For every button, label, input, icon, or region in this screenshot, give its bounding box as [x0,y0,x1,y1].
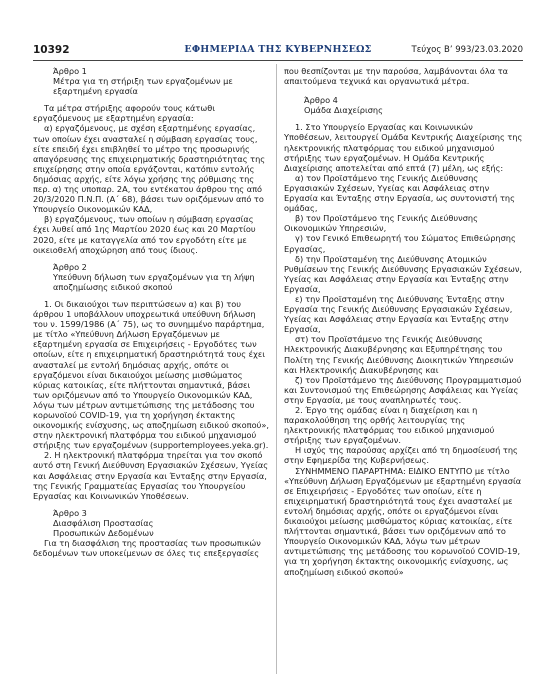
article-4-paragraph-2: 2. Έργο της ομάδας είναι η διαχείριση και η παρακολούθηση της ορθής λειτουργίας της ηλεκτρονικής πλατφόρμας του ειδικού μηχανισμού στήριξης των εργαζομένων. [284,405,495,446]
article-4-paragraph-1: 1. Στο Υπουργείο Εργασίας και Κοινωνικών Υποθέσεων, λειτουργεί Ομάδα Κεντρικής Διαχείρισης της ηλεκτρονικής πλατφόρμας του ειδικού μηχανισμού στήριξης των εργαζομένων. Η Ομάδα Κεντρικής Διαχείρισης αποτελείται από επτά (7) μέλη, ως εξής: [284,122,523,173]
right-column [284,66,523,577]
article-4-item-z: ζ) τον Προϊστάμενο της Διεύθυνσης Προγραμματισμού και Συντονισμού της Επιθεώρησης Ασφάλειας και Υγείας στην Εργασία, με τους αναπληρωτές τους. [284,374,522,405]
left-column [33,66,269,558]
article-4-item-a: α) τον Προϊστάμενο της Γενικής Διεύθυνσης Εργασιακών Σχέσεων, Υγείας και Ασφάλειας στην Εργασία και Ένταξης στην Εργασία, ως συντονιστή της ομάδας, [284,172,515,214]
article-3-paragraph: Για τη διασφάλιση της προστασίας των προσωπικών δεδομένων των υποκείμενων σε όλες τις επεξεργασίες [33,538,261,559]
validity-clause: Η ισχύς της παρούσας αρχίζει από τη δημοσίευσή της στην Εφημερίδα της Κυβερνήσεως. [284,445,518,466]
article-1-item-b: β) εργαζόμενους, των οποίων η σύμβαση εργασίας έχει λυθεί από 1ης Μαρτίου 2020 έως και 20 Μαρτίου 2020, είτε με καταγγελία από τον εργοδότη είτε με οικειοθελή αποχώρηση από τους ίδιους. [33,214,256,255]
article-2-subtitle: Υπεύθυνη δήλωση των εργαζομένων για τη λήψη αποζημίωσης ειδικού σκοπού [53,271,255,292]
article-3-continuation: που θεσπίζονται με την παρούσα, λαμβάνονται όλα τα απαιτούμενα τεχνικά και οργανωτικά μέτρα. [284,66,509,87]
article-3-title: Άρθρο 3 [53,507,87,518]
page-number: 10392 [33,44,70,56]
article-4-item-st: στ) τον Προϊστάμενο της Γενικής Διεύθυνσης Ηλεκτρονικής Διακυβέρνησης και Εξυπηρέτησης του Πολίτη της Γενικής Διεύθυνσης Διοικητικών Υπηρεσιών και Ηλεκτρονικής Διακυβέρνησης και [284,334,514,375]
article-1-subtitle: Μέτρα για τη στήριξη των εργαζομένων με εξαρτημένη εργασία [53,76,233,97]
annex-description: ΣΥΝΗΜΜΕΝΟ ΠΑΡΑΡΤΗΜΑ: ΕΙΔΙΚΟ ΕΝΤΥΠΟ με τίτλο «Υπεύθυνη Δήλωση Εργαζόμενων με εξαρτημένη εργασία σε Επιχειρήσεις - Εργοδότες των οποίων, είτε η επιχειρηματική δραστηριότητά τους έχει ανασταλεί με εντολή δημόσιας αρχής, οπότε οι εργαζόμενοι είναι δικαιούχοι μείωσης μισθώματος κύριας κατοικίας, είτε πλήττονται σημαντικά, βάσει των οριζόμενων από το Υπουργείο Οικονομικών ΚΑΔ, λόγω των μέτρων αντιμετώπισης της μετάδοσης του κορωνοϊού COVID-19, για τη χορήγηση έκτακτης οικονομικής ενίσχυσης, ως αποζημίωση ειδικού σκοπού» [284,465,522,577]
article-1-intro: Τα μέτρα στήριξης αφορούν τους κάτωθι εργαζόμενους με εξαρτημένη εργασία: [33,103,215,124]
article-2-paragraph-2: 2. Η ηλεκτρονική πλατφόρμα τηρείται για τον σκοπό αυτό στη Γενική Διεύθυνση Εργασιακών Σχέσεων, Υγείας και Ασφάλειας στην Εργασία και Ένταξης στην Εργασία, της Γενικής Γραμματείας Εργασίας του Υπουργείου Εργασίας και Κοινωνικών Υποθέσεων. [33,450,269,501]
page-header [33,44,523,60]
article-2-title: Άρθρο 2 [53,261,87,272]
article-4-item-d: δ) την Προϊσταμένη της Διεύθυνσης Ατομικών Ρυθμίσεων της Γενικής Διεύθυνσης Εργασιακών Σχέσεων, Υγείας και Ασφάλειας στην Εργασία και Ένταξης στην Εργασία, [284,253,523,294]
article-4-item-b: β) τον Προϊστάμενο της Γενικής Διεύθυνσης Οικονομικών Υπηρεσιών, [284,213,478,234]
article-3-subtitle-1: Διασφάλιση Προστασίας [53,517,154,528]
article-2-paragraph-1: 1. Οι δικαιούχοι των περιπτώσεων α) και β) του άρθρου 1 υποβάλλουν υποχρεωτικά υπεύθυνη δήλωση του ν. 1599/1986 (Α΄ 75), ως το συνημμένο παράρτημα, με τίτλο «Υπεύθυνη Δήλωση Εργαζόμενων με εξαρτημένη εργασία σε Επιχειρήσεις - Εργοδότες των οποίων, είτε η επιχειρηματική δραστηριότητά τους έχει ανασταλεί με εντολή δημόσιας αρχής, οπότε οι εργαζόμενοι είναι δικαιούχοι μείωσης μισθώματος κύριας κατοικίας, είτε πλήττονται σημαντικά, βάσει των οριζόμενων από το Υπουργείο Οικονομικών ΚΑΔ, λόγω των μέτρων αντιμετώπισης της μετάδοσης του κορωνοϊού COVID-19, για τη χορήγηση έκτακτης οικονομικής ενίσχυσης, ως αποζημίωση ειδικού σκοπού», στην ηλεκτρονική πλατφόρμα του ειδικού μηχανισμού στήριξης των εργαζομένων (supportemployees.yeka.gr). [33,298,269,451]
header-rule [33,60,523,61]
issue-number: Τεύχος B’ 993/23.03.2020 [411,45,523,55]
article-4-item-c: γ) τον Γενικό Επιθεωρητή του Σώματος Επιθεώρησης Εργασίας, [284,233,516,254]
article-1-title: Άρθρο 1 [53,66,87,76]
gazette-title: ΕΦΗΜΕΡΙΔΑ ΤΗΣ ΚΥΒΕΡΝΗΣΕΩΣ [184,44,372,55]
article-1-item-a: α) εργαζόμενους, με σχέση εξαρτημένης εργασίας, των οποίων έχει ανασταλεί η σύμβαση εργασίας τους, είτε επειδή έχει επιβληθεί το μέτρο της προσωρινής απαγόρευσης της επιχειρηματικής δραστηριότητας της επιχείρησης στην οποία εργάζονται, κατόπιν εντολής δημόσιας αρχής, είτε λόγω χρήσης της ρύθμισης της περ. α) της υποπαρ. 2Α, του εντέκατου άρθρου της από 20/3/2020 Π.Ν.Π. (Α΄ 68), βάσει των οριζόμενων από το Υπουργείο Οικονομικών ΚΑΔ, [33,123,266,215]
article-3-subtitle-2: Προσωπικών Δεδομένων [53,528,154,539]
article-4-item-e: ε) την Προϊσταμένη της Διεύθυνσης Ένταξης στην Εργασία της Γενικής Διεύθυνσης Εργασιακών Σχέσεων, Υγείας και Ασφάλειας στην Εργασία και Ένταξης στην Εργασία, [284,293,513,335]
article-4-subtitle: Ομάδα Διαχείρισης [304,105,383,116]
article-4-title: Άρθρο 4 [304,95,338,106]
column-divider [276,64,277,674]
